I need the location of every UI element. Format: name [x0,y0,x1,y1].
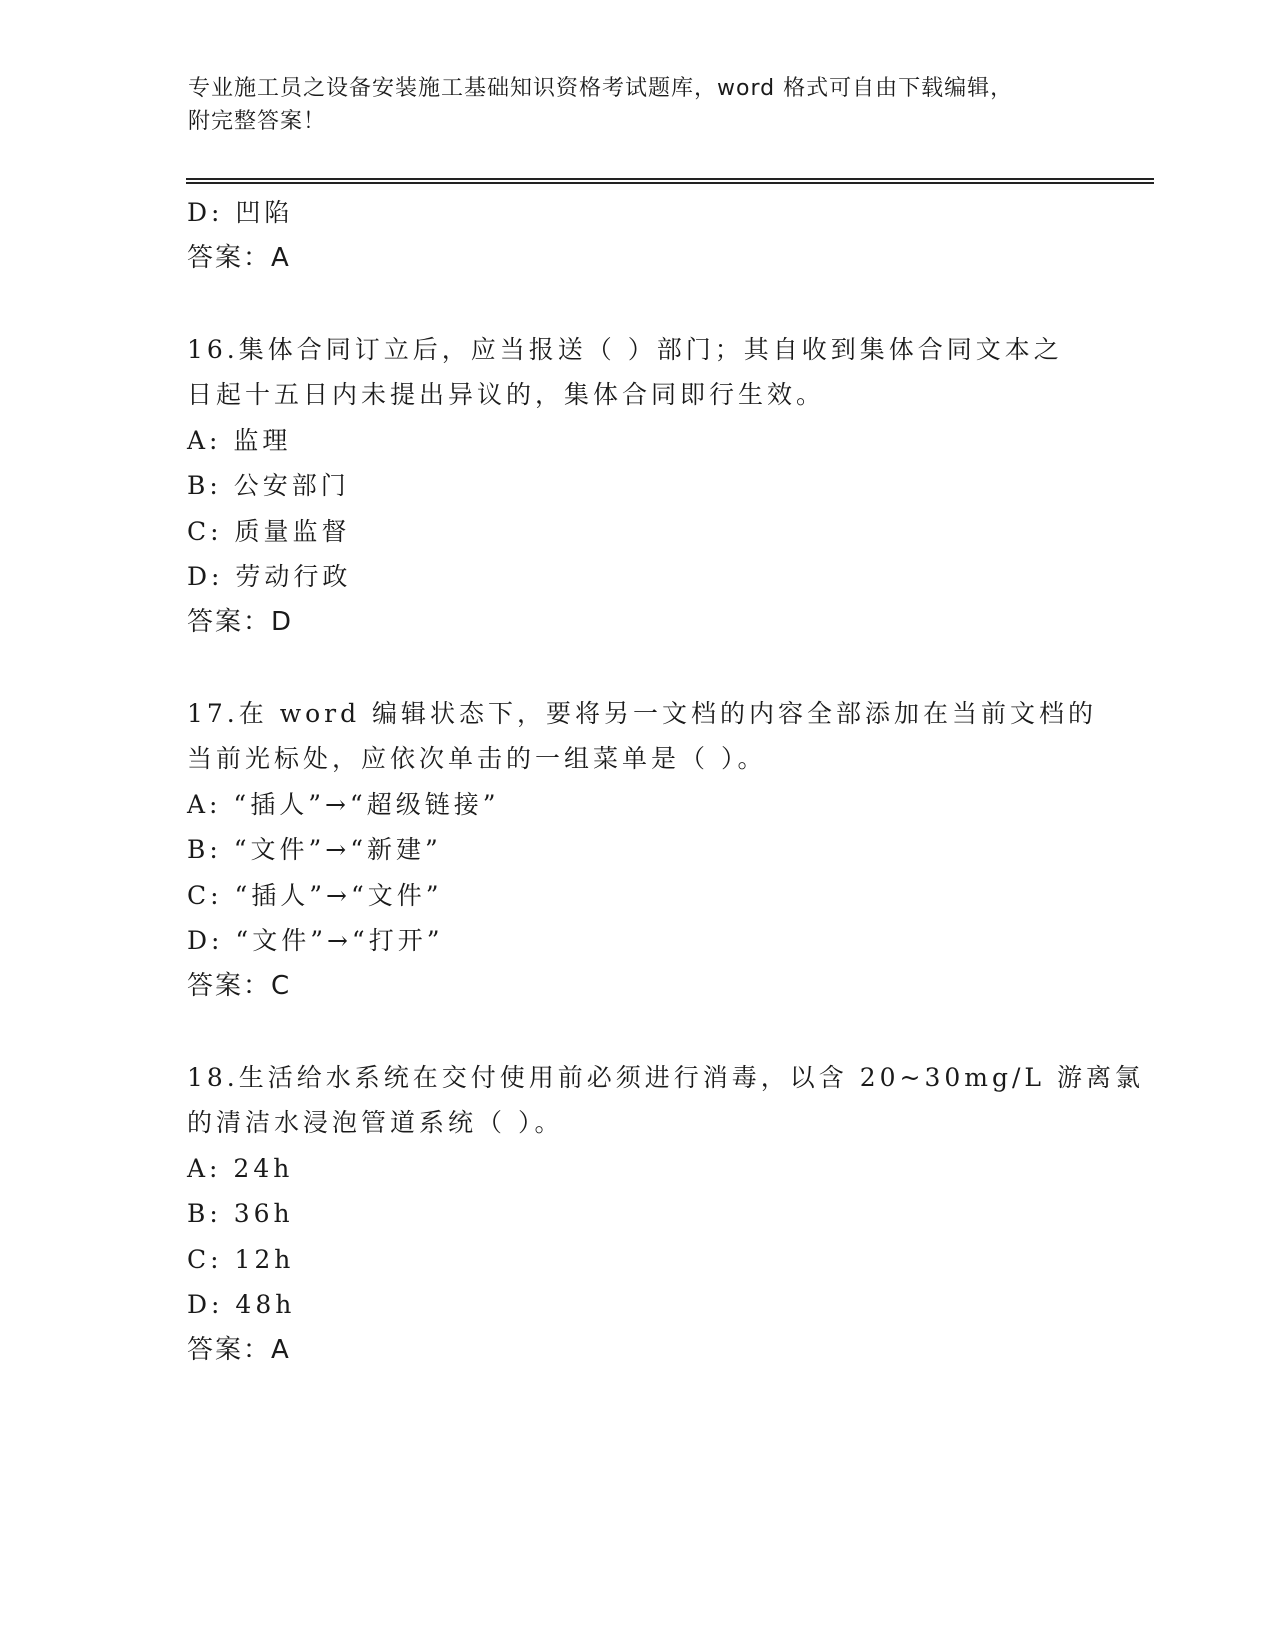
option-d: D: 劳动行政 [187,562,352,591]
option-c: C: “插人”→“文件” [187,880,443,910]
option-b: B: 36h [187,1199,294,1228]
spacer [187,645,1107,691]
previous-question-tail [187,190,1107,281]
question-text-line-1: 17.在 word 编辑状态下，要将另一文档的内容全部添加在当前文档的 [187,698,1098,728]
header-line-1: 专业施工员之设备安装施工基础知识资格考试题库，word 格式可自由下载编辑， [188,76,1014,101]
option-a: A: “插人”→“超级链接” [187,789,500,819]
document-header [188,72,1068,138]
option-d: D: “文件”→“打开” [187,926,444,955]
header-line-2: 附完整答案！ [188,109,327,134]
answer-line: 答案：A [187,1334,291,1365]
question-text-line-1: 18.生活给水系统在交付使用前必须进行消毒，以含 20~30mg/L 游离氯 [187,1062,1144,1092]
option-b: B: “文件”→“新建” [187,835,442,864]
option-d: D: 凹陷 [187,198,294,227]
option-a: A: 监理 [187,425,292,455]
spacer [187,1009,1107,1055]
option-a: A: 24h [187,1153,294,1183]
question-text-line-2: 日起十五日内未提出异议的，集体合同即行生效。 [187,380,826,409]
answer-line: 答案：D [187,606,294,637]
question-content [187,190,1144,1373]
question-text-line-2: 当前光标处，应依次单击的一组菜单是（ ）。 [187,744,767,773]
option-c: C: 质量监督 [187,516,351,546]
answer-line: 答案：A [187,242,291,273]
header-double-rule [186,178,1154,184]
question-16 [187,327,1107,646]
option-d: D: 48h [187,1290,296,1319]
question-17 [187,691,1107,1010]
question-text-line-1: 16.集体合同订立后，应当报送（ ）部门；其自收到集体合同文本之 [187,334,1063,364]
option-c: C: 12h [187,1244,295,1274]
question-text-line-2: 的清洁水浸泡管道系统（ ）。 [187,1108,564,1137]
question-18 [187,1055,1144,1374]
option-b: B: 公安部门 [187,471,350,500]
answer-line: 答案：C [187,970,292,1001]
spacer [187,281,1107,327]
